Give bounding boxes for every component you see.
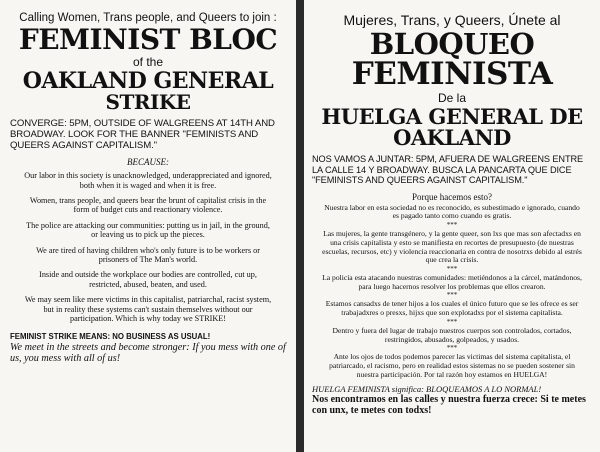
reason-paragraph: The police are attacking our communities: putting us in jail, in the ground, or leaving us to pick up the pieces. [26,220,270,240]
english-flyer [0,0,296,452]
reason-paragraph: Las mujeres, la gente transgénero, y la gente queer, son lxs que mas son afectadxs en una crisis capitalista y esto se manifiesta en recortes de presupuesto (de nuestras escuelas, recursos, etc) y violencia reaccionaria en contra de nosotrxs debido al estrés que crea la crisis. [322,229,582,265]
flyer-subtitle: OAKLAND GENERAL [22,68,274,94]
reason-paragraph: Dentro y fuera del lugar de trabajo nuestros cuerpos son controlados, cortados, restringidos, abusados, golpeados, y usados. [332,325,572,344]
spanish-flyer [304,0,600,452]
flyer-subtitle: HUELGA GENERAL DE [321,104,583,129]
because-heading: BECAUSE: [127,157,169,168]
intro-text: Calling Women, Trans people, and Queers to join : [19,12,277,24]
reason-paragraph: Inside and outside the workplace our bodies are controlled, cut up, restricted, abused, beaten, and used. [39,270,257,289]
footer-heading: FEMINIST STRIKE MEANS: NO BUSINESS AS USUAL! [10,331,211,341]
of-the-text: of the [132,55,164,69]
reason-paragraph: Women, trans people, and queers bear the brunt of capitalist crisis in the form of budget cuts and reactionary violence. [29,195,267,215]
footer-heading: HUELGA FEMINISTA significa: BLOQUEAMOS A LO NORMAL! [312,383,542,394]
reason-paragraph: Our labor in this society is unacknowledged, underappreciated and ignored, both when it is waged and when it is free. [24,171,272,190]
converge-notice: CONVERGE: 5PM, OUTSIDE OF WALGREENS AT 14TH AND BROADWAY. LOOK FOR THE BANNER "FEMINISTS AND QUEERS AGAINST CAPITALISM." [10,118,275,152]
converge-notice: NOS VAMOS A JUNTAR: 5PM, AFUERA DE WALGREENS ENTRE LA CALLE 14 Y BROADWAY. BUSCA LA PANCARTA QUE DICE "FEMINISTS AND QUEERS AGAINST CAPITALISM." [312,154,584,186]
flyer-title-2: FEMINISTA [351,56,553,92]
reason-paragraph: We are tired of having children who's only future is to be workers or prisoners of The Man's world. [36,245,260,265]
flyer-title: BLOQUEO [369,27,535,61]
because-heading: Porque hacemos esto? [412,191,492,202]
separator-stars: *** [446,265,458,274]
reason-paragraph: Ante los ojos de todos podemos parecer las victimas del sistema capitalista, el patriarcado, el racismo, pero en realidad estos sistemas no se pueden sostener sin nuestra participación. Por tal razón hoy estamos en HUELGA! [329,352,575,379]
separator-stars: *** [446,221,458,230]
flyer-subtitle-strike: STRIKE [105,90,191,114]
reason-paragraph: Nuestra labor en esta sociedad no es reconocido, es subestimado e ignorado, cuando es pagado tanto como cuando es gratis. [324,202,580,221]
separator-stars: *** [446,317,458,326]
flyer-title: FEMINIST BLOC [18,23,278,56]
reason-paragraph: La policía esta atacando nuestras comunidades: metiéndonos a la cárcel, matándonos, para luego hacernos resolver los problemas que ellos crearon. [322,273,582,291]
reason-paragraph: Estamos cansadxs de tener hijos a los cuales el único futuro que se les ofrece es ser trabajadxres o presxs, hijxs que son explotadxs por el sistema capitalista. [325,299,579,318]
de-la-text: De la [437,91,466,105]
separator-stars: *** [446,344,458,353]
flyer-subtitle-oakland: OAKLAND [393,125,511,150]
intro-text: Mujeres, Trans, y Queers, Únete al [343,12,561,28]
footer-text: We meet in the streets and become stronger: If you mess with one of us, you mess with all of us! [10,341,286,364]
reason-paragraph: We may seem like mere victims in this capitalist, patriarchal, racist system, but in reality these systems can't sustain themselves without our participation. Which is why today we STRIKE! [24,295,272,324]
footer-text: Nos encontramos en las calles y nuestra fuerza crece: Si te metes con unx, te metes con todxs! [312,393,586,416]
separator-stars: *** [446,291,458,300]
